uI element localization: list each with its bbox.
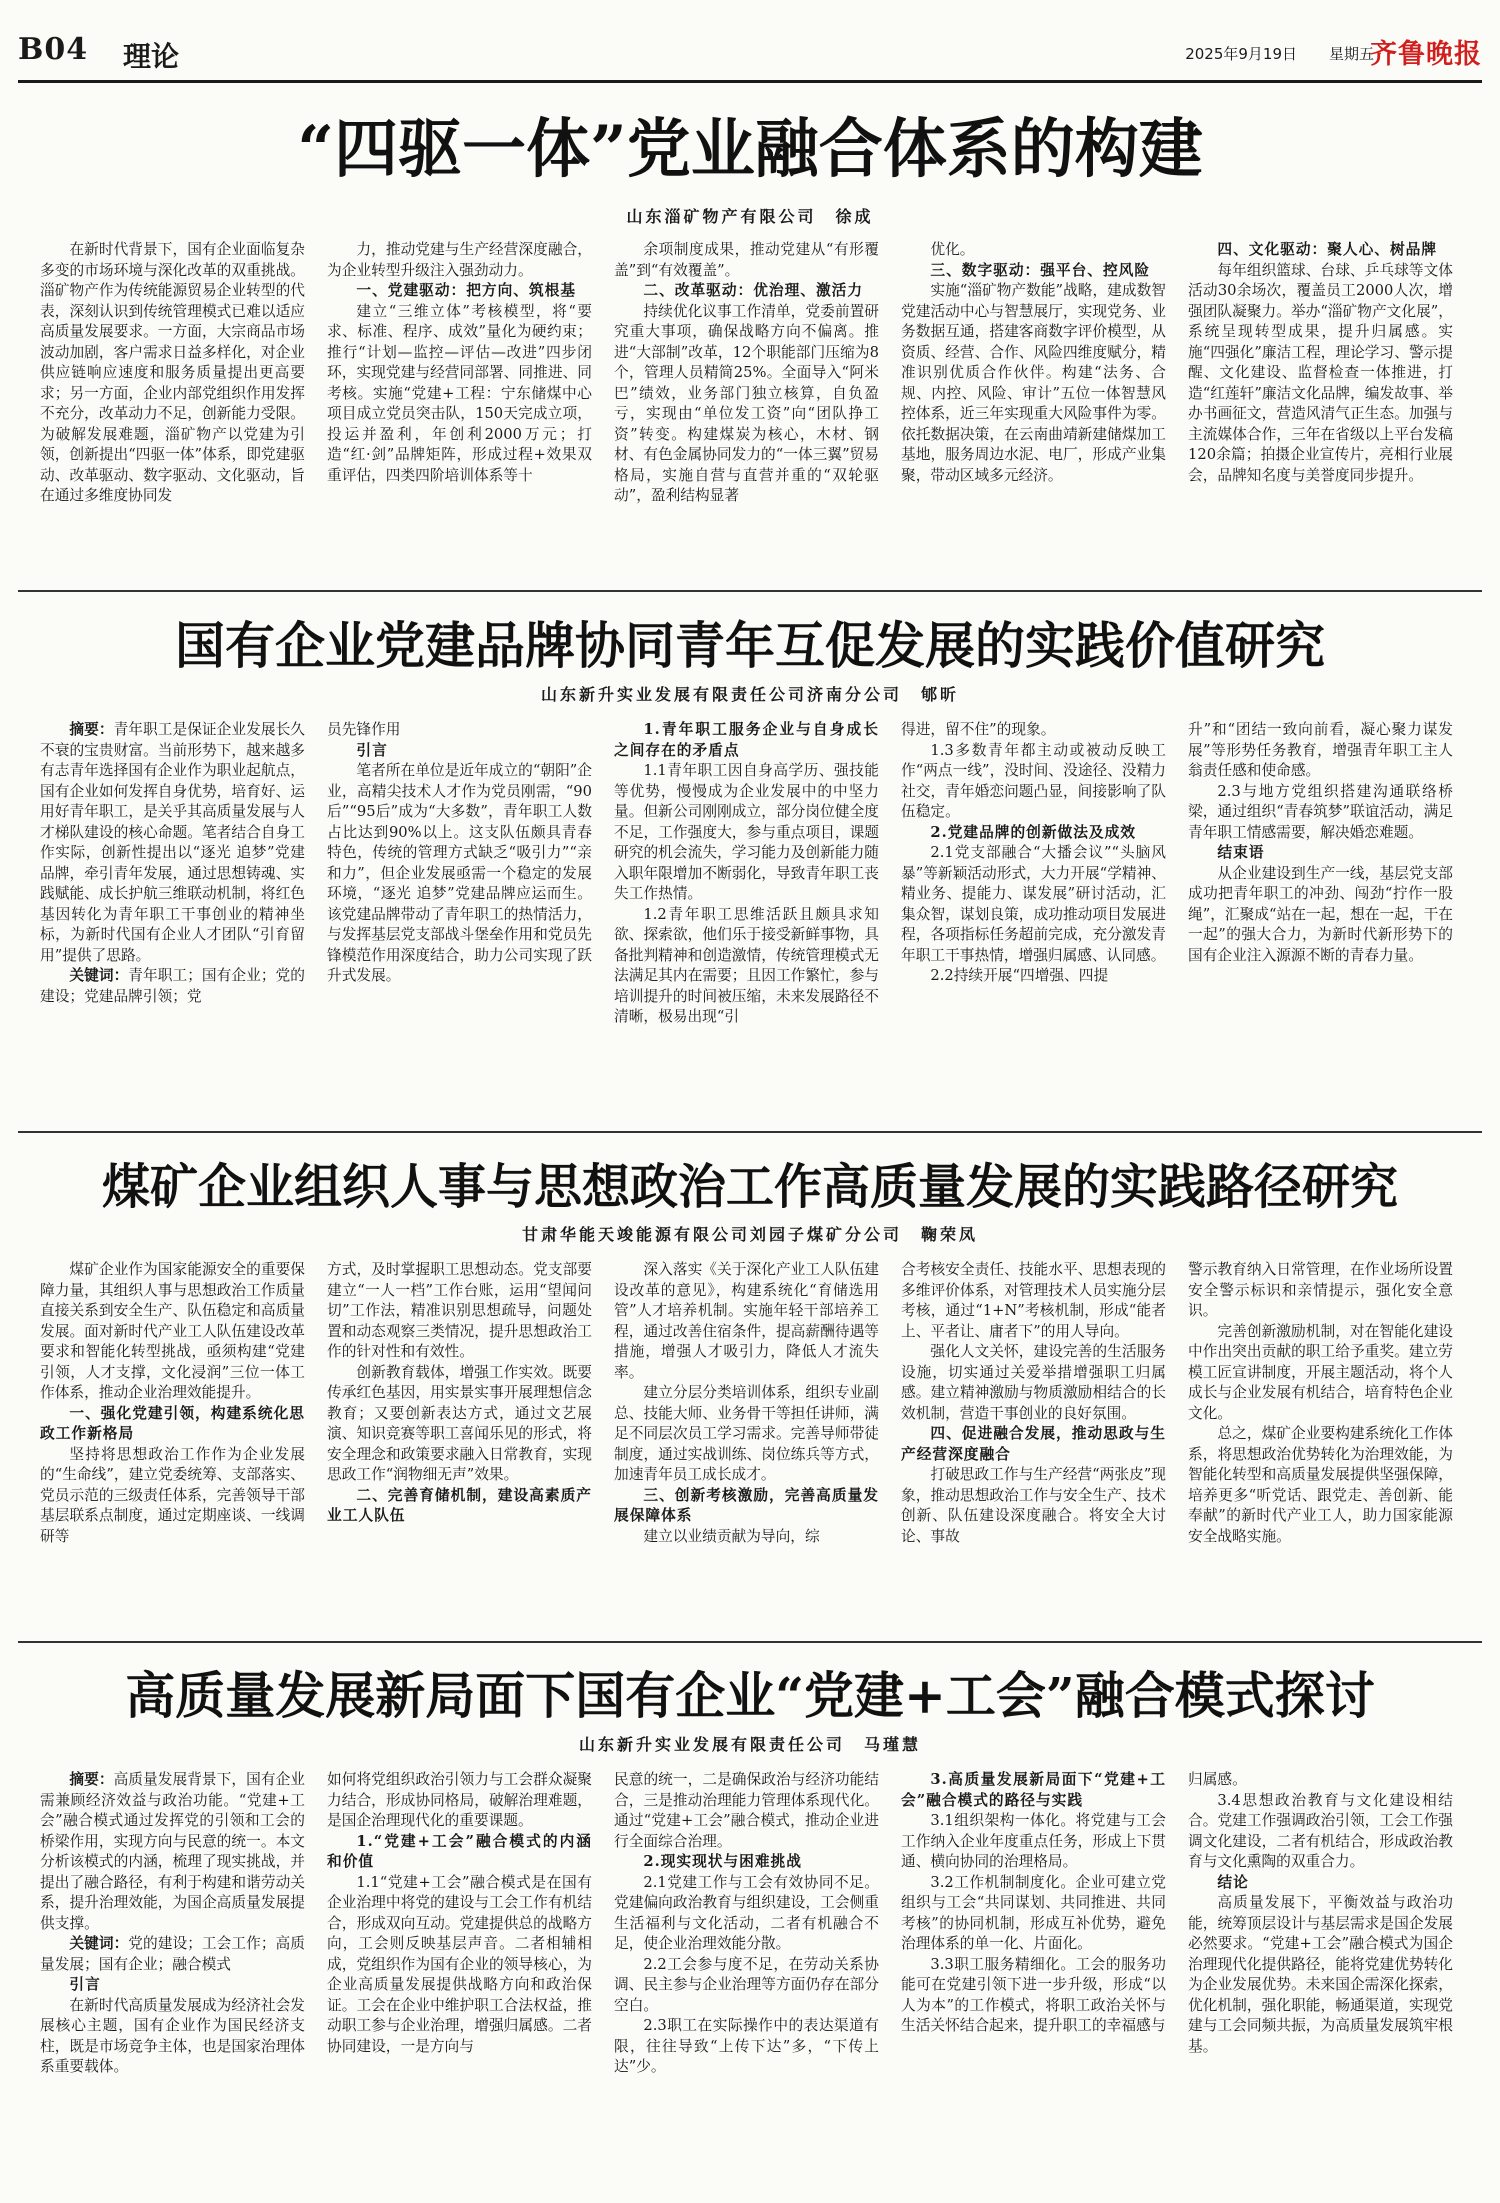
paragraph: 2.3与地方党组织搭建沟通联络桥梁，通过组织“青春筑梦”联谊活动，满足青年职工情感需要，解决婚恋难题。 xyxy=(1188,782,1453,841)
text: 青年职工；国有企业；党的建设；党建品牌引领；党 xyxy=(40,967,305,1005)
subheading: 三、数字驱动：强平台、控风险 xyxy=(930,261,1151,279)
subheading: 结束语 xyxy=(1217,844,1265,861)
paragraph: 在新时代高质量发展成为经济社会发展核心主题，国有企业作为国民经济支柱，既是市场竞争主体，也是国家治理体系重要载体。 xyxy=(40,1996,305,2075)
article-divider xyxy=(18,590,1482,592)
text-column xyxy=(1188,720,1453,1110)
subheading: 1.“党建+工会”融合模式的内涵和价值 xyxy=(327,1832,592,1870)
keywords xyxy=(40,1934,305,1975)
page-header xyxy=(18,30,1482,78)
paragraph: 建立以业绩贡献为导向，综 xyxy=(643,1527,820,1545)
text-column xyxy=(614,240,879,580)
page-code: B04 xyxy=(18,32,89,67)
article-title: 高质量发展新局面下国有企业“党建+工会”融合模式探讨 xyxy=(125,1666,1375,1725)
paragraph: 2.1党支部融合“大播会议”“头脑风暴”等新颖活动形式，大力开展“学精神、精业务、提能力、谋发展”研讨活动，汇集众智，谋划良策，成功推动项目发展进程，各项指标任务超前完成，充分激发青年职工干事热情，增强归属感、认同感。 xyxy=(901,844,1166,964)
text-column xyxy=(40,1770,305,2190)
article-byline: 山东新升实业发展有限责任公司 马瑾慧 xyxy=(578,1735,921,1754)
paragraph: 在新时代背景下，国有企业面临复杂多变的市场环境与深化改革的双重挑战。淄矿物产作为传统能源贸易企业转型的代表，深刻认识到传统管理模式已难以适应高质量发展要求。一方面，大宗商品市场波动加剧，客户需求日益多样化，对企业供应链响应速度和服务质量提出更高要求；另一方面，企业内部党组织作用发挥不充分，改革动力不足，创新能力受限。为破解发展难题，淄矿物产以党建为引领，创新提出“四驱一体”体系，即党建驱动、改革驱动、数字驱动、文化驱动，旨在通过多维度协同发 xyxy=(40,241,305,504)
paragraph: 2.2工会参与度不足，在劳动关系协调、民主参与企业治理等方面仍存在部分空白。 xyxy=(614,1955,879,2014)
paragraph: 2.1党建工作与工会有效协同不足。党建偏向政治教育与组织建设，工会侧重生活福利与文化活动，二者有机融合不足，使企业治理效能分散。 xyxy=(614,1873,879,1952)
paragraph: 煤矿企业作为国家能源安全的重要保障力量，其组织人事与思想政治工作质量直接关系到安全生产、队伍稳定和高质量发展。面对新时代产业工人队伍建设改革要求和智能化转型挑战，亟须构建“党建引领，人才支撑，文化浸润”三位一体工作体系，推动企业治理效能提升。 xyxy=(40,1261,305,1401)
text-column xyxy=(40,720,305,1110)
text: 党的建设；工会工作；高质量发展；国有企业；融合模式 xyxy=(40,1935,305,1973)
article-title: “四驱一体”党业融合体系的构建 xyxy=(297,112,1203,187)
article-body xyxy=(40,720,1453,1110)
article-body xyxy=(40,1770,1453,2190)
paragraph: 1.1“党建+工会”融合模式是在国有企业治理中将党的建设与工会工作有机结合，形成双向互动。党建提供总的战略方向，工会则反映基层声音。二者相辅相成，党组织作为国有企业的领导核心，为企业高质量发展提供战略方向和政治保证。工会在企业中维护职工合法权益，推动职工参与企业治理，增强归属感。二者协同建设，一是方向与 xyxy=(327,1873,592,2055)
subheading: 1.青年职工服务企业与自身成长之间存在的矛盾点 xyxy=(614,721,879,759)
paragraph: 深入落实《关于深化产业工人队伍建设改革的意见》，构建系统化“育储选用管”人才培养机制。实施年轻干部培养工程，通过改善住宿条件，提高薪酬待遇等措施，增强人才吸引力，降低人才流失率。 xyxy=(614,1261,879,1381)
label: 关键词： xyxy=(69,1935,129,1952)
article-2 xyxy=(18,598,1482,1128)
paragraph: 得进，留不住”的现象。 xyxy=(901,721,1056,738)
paragraph: 警示教育纳入日常管理，在作业场所设置安全警示标识和亲情提示，强化安全意识。 xyxy=(1188,1261,1453,1319)
subheading: 2.现实现状与困难挑战 xyxy=(643,1853,802,1870)
paragraph: 方式，及时掌握职工思想动态。党支部要建立“一人一档”工作台账，运用“望闻问切”工作法，精准识别思想疏导，问题处置和动态观察三类情况，提升思想政治工作的针对性和有效性。 xyxy=(327,1261,592,1360)
paragraph: 3.4思想政治教育与文化建设相结合。党建工作强调政治引领，工会工作强调文化建设，二者有机结合，形成政治教育与文化熏陶的双重合力。 xyxy=(1188,1791,1453,1870)
article-byline: 山东淄矿物产有限公司 徐成 xyxy=(626,207,874,226)
subheading: 引言 xyxy=(356,741,388,759)
subheading: 四、文化驱动：聚人心、树品牌 xyxy=(1217,241,1438,258)
issue-date: 2025年9月19日 xyxy=(1185,45,1297,63)
paragraph: 1.3多数青年都主动或被动反映工作“两点一线”，没时间、没途径、没精力社交，青年婚恋问题凸显，间接影响了队伍稳定。 xyxy=(901,741,1166,820)
paragraph: 总之，煤矿企业要构建系统化工作体系，将思想政治优势转化为治理效能，为智能化转型和高质量发展提供坚强保障，培养更多“听党话、跟党走、善创新、能奉献”的新时代产业工人，助力国家能源安全战略实施。 xyxy=(1188,1425,1453,1545)
subheading: 二、改革驱动：优治理、激活力 xyxy=(643,282,864,299)
paragraph: 持续优化议事工作清单，党委前置研究重大事项，确保战略方向不偏离。推进“大部制”改革，12个职能部门压缩为8个，管理人员精简25%。全面导入“阿米巴”绩效，业务部门独立核算，自负盈亏，实现由“单位发工资”向“团队挣工资”转变。构建煤炭为核心，木材、钢材、有色金属协同发力的“一体三翼”贸易格局，实施自营与直营并重的“双轮驱动”，盈利结构显著 xyxy=(614,302,879,504)
paragraph: 升”和“团结一致向前看，凝心聚力谋发展”等形势任务教育，增强青年职工主人翁责任感和使命感。 xyxy=(1188,721,1453,779)
paragraph: 归属感。 xyxy=(1188,1771,1247,1788)
subheading: 三、创新考核激励，完善高质量发展保障体系 xyxy=(614,1486,879,1524)
text-column xyxy=(40,1260,305,1632)
paragraph: 民意的统一，二是确保政治与经济功能结合，三是推动治理能力管理体系现代化。通过“党建+工会”融合模式，推动企业进行全面综合治理。 xyxy=(614,1771,879,1850)
article-body xyxy=(40,1260,1453,1632)
issue-weekday: 星期五 xyxy=(1328,45,1374,63)
paragraph: 1.1青年职工因自身高学历、强技能等优势，慢慢成为企业发展中的中坚力量。但新公司刚刚成立，部分岗位健全度不足，工作强度大，参与重点项目，课题研究的机会流失，学习能力及创新能力随入职年限增加不断弱化，导致青年职工丧失工作热情。 xyxy=(614,762,879,902)
label: 关键词： xyxy=(69,967,129,984)
paragraph: 力，推动党建与生产经营深度融合，为企业转型升级注入强劲动力。 xyxy=(327,241,592,279)
text-column xyxy=(1188,1770,1453,2190)
paragraph: 1.2青年职工思维活跃且颇具求知欲、探索欲，他们乐于接受新鲜事物，具备批判精神和创造激情，传统管理模式无法满足其内在需要；且因工作繁忙，参与培训提升的时间被压缩，未来发展路径不清晰，极易出现“引 xyxy=(614,905,879,1025)
article-title: 煤矿企业组织人事与思想政治工作高质量发展的实践路径研究 xyxy=(101,1159,1398,1215)
newspaper-logo: 齐鲁晚报 xyxy=(1370,39,1482,70)
text: 青年职工是保证企业发展长久不衰的宝贵财富。当前形势下，越来越多有志青年选择国有企业作为职业起航点，国有企业如何发挥自身优势，培育好、运用好青年职工，是关乎其高质量发展与人才梯队建设的核心命题。笔者结合自身工作实际，创新性提出以“逐光 追梦”党建品牌，牵引青年发展，通过思想铸魂、实践赋能、成长护航三维联动机制，将红色基因转化为青年职工干事创业的精神坐标，为新时代国有企业人才团队“引育留用”提供了思路。 xyxy=(40,721,305,964)
paragraph: 强化人文关怀，建设完善的生活服务设施，切实通过关爱举措增强职工归属感。建立精神激励与物质激励相结合的长效机制，营造干事创业的良好氛围。 xyxy=(901,1343,1166,1422)
article-title: 国有企业党建品牌协同青年互促发展的实践价值研究 xyxy=(175,616,1325,675)
subheading: 引言 xyxy=(69,1976,101,1993)
article-1 xyxy=(18,88,1482,588)
paragraph: 坚持将思想政治工作作为企业发展的“生命线”，建立党委统筹、支部落实、党员示范的三级责任体系，完善领导干部基层联系点制度，通过定期座谈、一线调研等 xyxy=(40,1445,305,1545)
text-column xyxy=(40,240,305,580)
text-column xyxy=(1188,1260,1453,1632)
text-column xyxy=(901,720,1166,1110)
paragraph: 2.3职工在实际操作中的表达渠道有限，往往导致“上传下达”多，“下传上达”少。 xyxy=(614,2017,879,2075)
text-column xyxy=(327,720,592,1110)
text-column xyxy=(327,1260,592,1632)
paragraph: 建立“三维立体”考核模型，将“要求、标准、程序、成效”量化为硬约束；推行“计划—监控—评估—改进”四步闭环，实现党建与经营同部署、同推进、同考核。实施“党建+工程：宁东储煤中心项目成立党员突击队，150天完成立项，投运并盈利，年创利2000万元；打造“红·剑”品牌矩阵，形成过程+效果双重评估，四类四阶培训体系等十 xyxy=(327,302,592,484)
paragraph: 优化。 xyxy=(930,241,975,258)
keywords xyxy=(40,966,305,1007)
paragraph: 余项制度成果，推动党建从“有形覆盖”到“有效覆盖”。 xyxy=(614,241,879,279)
paragraph: 2.2持续开展“四增强、四提 xyxy=(930,967,1109,984)
paragraph: 完善创新激励机制，对在智能化建设中作出突出贡献的职工给予重奖。建立劳模工匠宣讲制度，开展主题活动，将个人成长与企业发展有机结合，培育特色企业文化。 xyxy=(1188,1322,1453,1422)
subheading: 二、完善育储机制，建设高素质产业工人队伍 xyxy=(327,1486,592,1524)
text-column xyxy=(901,1260,1166,1632)
paragraph: 每年组织篮球、台球、乒乓球等文体活动30余场次，覆盖员工2000人次，增强团队凝聚力。举办“淄矿物产文化展”，系统呈现转型成果，提升归属感。实施“四强化”廉洁工程，理论学习、警示提醒、文化建设、监督检查一体推进，打造“红莲轩”廉洁文化品牌，编发故事、举办书画征文，营造风清气正生态。加强与主流媒体合作，三年在省级以上平台发稿120余篇；拍摄企业宣传片，亮相行业展会，品牌知名度与美誉度同步提升。 xyxy=(1188,261,1453,484)
text: 高质量发展背景下，国有企业需兼顾经济效益与政治功能。“党建+工会”融合模式通过发挥党的引领和工会的桥梁作用，实现方向与民意的统一。本文分析该模式的内涵，梳理了现实挑战，并提出了融合路径，有利于构建和谐劳动关系，提升治理效能，为国企高质量发展提供支撑。 xyxy=(40,1771,305,1932)
paragraph: 建立分层分类培训体系，组织专业副总、技能大师、业务骨干等担任讲师，满足不同层次员工学习需求。完善导师带徒制度，通过实战训练、岗位练兵等方式，加速青年员工成长成才。 xyxy=(614,1384,879,1483)
subheading: 一、党建驱动：把方向、筑根基 xyxy=(356,282,577,299)
article-byline: 甘肃华能天竣能源有限公司刘园子煤矿分公司 鞠荣凤 xyxy=(521,1225,978,1244)
paragraph: 如何将党组织政治引领力与工会群众凝聚力结合，形成协同格局，破解治理难题，是国企治理现代化的重要课题。 xyxy=(327,1771,592,1829)
label: 摘要： xyxy=(69,1771,114,1788)
paragraph: 3.2工作机制制度化。企业可建立党组织与工会“共同谋划、共同推进、共同考核”的协同机制，形成互补优势，避免治理体系的单一化、片面化。 xyxy=(901,1873,1166,1952)
section-name: 理论 xyxy=(123,40,180,73)
article-3 xyxy=(18,1140,1482,1640)
text-column xyxy=(1188,240,1453,580)
subheading: 结论 xyxy=(1217,1873,1249,1891)
article-body xyxy=(40,240,1453,580)
paragraph: 3.3职工服务精细化。工会的服务功能可在党建引领下进一步升级，形成“以人为本”的工作模式，将职工政治关怀与生活关怀结合起来，提升职工的幸福感与 xyxy=(901,1955,1166,2034)
subheading: 3.高质量发展新局面下“党建+工会”融合模式的路径与实践 xyxy=(901,1771,1166,1809)
paragraph: 员先锋作用 xyxy=(327,721,401,738)
article-4 xyxy=(18,1650,1482,2198)
text-column xyxy=(614,1260,879,1632)
subheading: 一、强化党建引领，构建系统化思政工作新格局 xyxy=(40,1404,305,1442)
paragraph: 3.1组织架构一体化。将党建与工会工作纳入企业年度重点任务，形成上下贯通、横向协同的治理格局。 xyxy=(901,1812,1166,1870)
abstract xyxy=(40,720,305,966)
header-rule xyxy=(18,80,1482,83)
paragraph: 高质量发展下，平衡效益与政治功能，统筹顶层设计与基层需求是国企发展必然要求。“党建+工会”融合模式为国企治理现代化提供路径，能将党建优势转化为企业发展优势。未来国企需深化探索，优化机制，强化职能，畅通渠道，实现党建与工会同频共振，为高质量发展筑牢根基。 xyxy=(1188,1894,1453,2055)
paragraph: 合考核安全责任、技能水平、思想表现的多维评价体系，对管理技术人员实施分层考核，通过“1+N”考核机制，形成“能者上、平者让、庸者下”的用人导向。 xyxy=(901,1261,1166,1340)
article-divider xyxy=(18,1641,1482,1643)
text-column xyxy=(614,720,879,1110)
abstract xyxy=(40,1770,305,1934)
paragraph: 实施“淄矿物产数能”战略，建成数智党建活动中心与智慧展厅，实现党务、业务数据互通，搭建客商数字评价模型，从资质、经营、合作、风险四维度赋分，精准识别优质合作伙伴。构建“法务、合规、内控、风险、审计”五位一体智慧风控体系，近三年实现重大风险事件为零。依托数据决策，在云南曲靖新建储煤加工基地，服务周边水泥、电厂，形成产业集聚，带动区域多元经济。 xyxy=(901,282,1166,484)
paragraph: 笔者所在单位是近年成立的“朝阳”企业，高精尖技术人才作为党员刚需，“90后”“95后”成为“大多数”，青年职工人数占比达到90%以上。这支队伍颇具青春特色，传统的管理方式缺乏“吸引力”“亲和力”，但企业发展亟需一个稳定的发展环境，“逐光 追梦”党建品牌应运而生。该党建品牌带动了青年职工的热情活力，与发挥基层党支部战斗堡垒作用和党员先锋模范作用深度结合，助力公司实现了跃升式发展。 xyxy=(327,762,592,984)
text-column xyxy=(901,240,1166,580)
label: 摘要： xyxy=(69,721,114,738)
article-divider xyxy=(18,1131,1482,1133)
subheading: 2.党建品牌的创新做法及成效 xyxy=(930,823,1136,841)
subheading: 四、促进融合发展，推动思政与生产经营深度融合 xyxy=(901,1425,1166,1463)
text-column xyxy=(614,1770,879,2190)
article-byline: 山东新升实业发展有限责任公司济南分公司 郇昕 xyxy=(540,685,959,704)
paragraph: 从企业建设到生产一线，基层党支部成功把青年职工的冲劲、闯劲“拧作一股绳”，汇聚成“站在一起，想在一起，干在一起”的强大合力，为新时代新形势下的国有企业注入源源不断的青春力量。 xyxy=(1188,864,1453,964)
text-column xyxy=(901,1770,1166,2190)
paragraph: 打破思政工作与生产经营“两张皮”现象，推动思想政治工作与安全生产、技术创新、队伍建设深度融合。将安全大讨论、事故 xyxy=(901,1466,1166,1545)
text-column xyxy=(327,1770,592,2190)
text-column xyxy=(327,240,592,580)
paragraph: 创新教育载体，增强工作实效。既要传承红色基因，用实景实事开展理想信念教育；又要创新表达方式，通过文艺展演、知识竞赛等职工喜闻乐见的形式，将安全理念和政策要求融入日常教育，实现思政工作“润物细无声”效果。 xyxy=(327,1363,592,1483)
